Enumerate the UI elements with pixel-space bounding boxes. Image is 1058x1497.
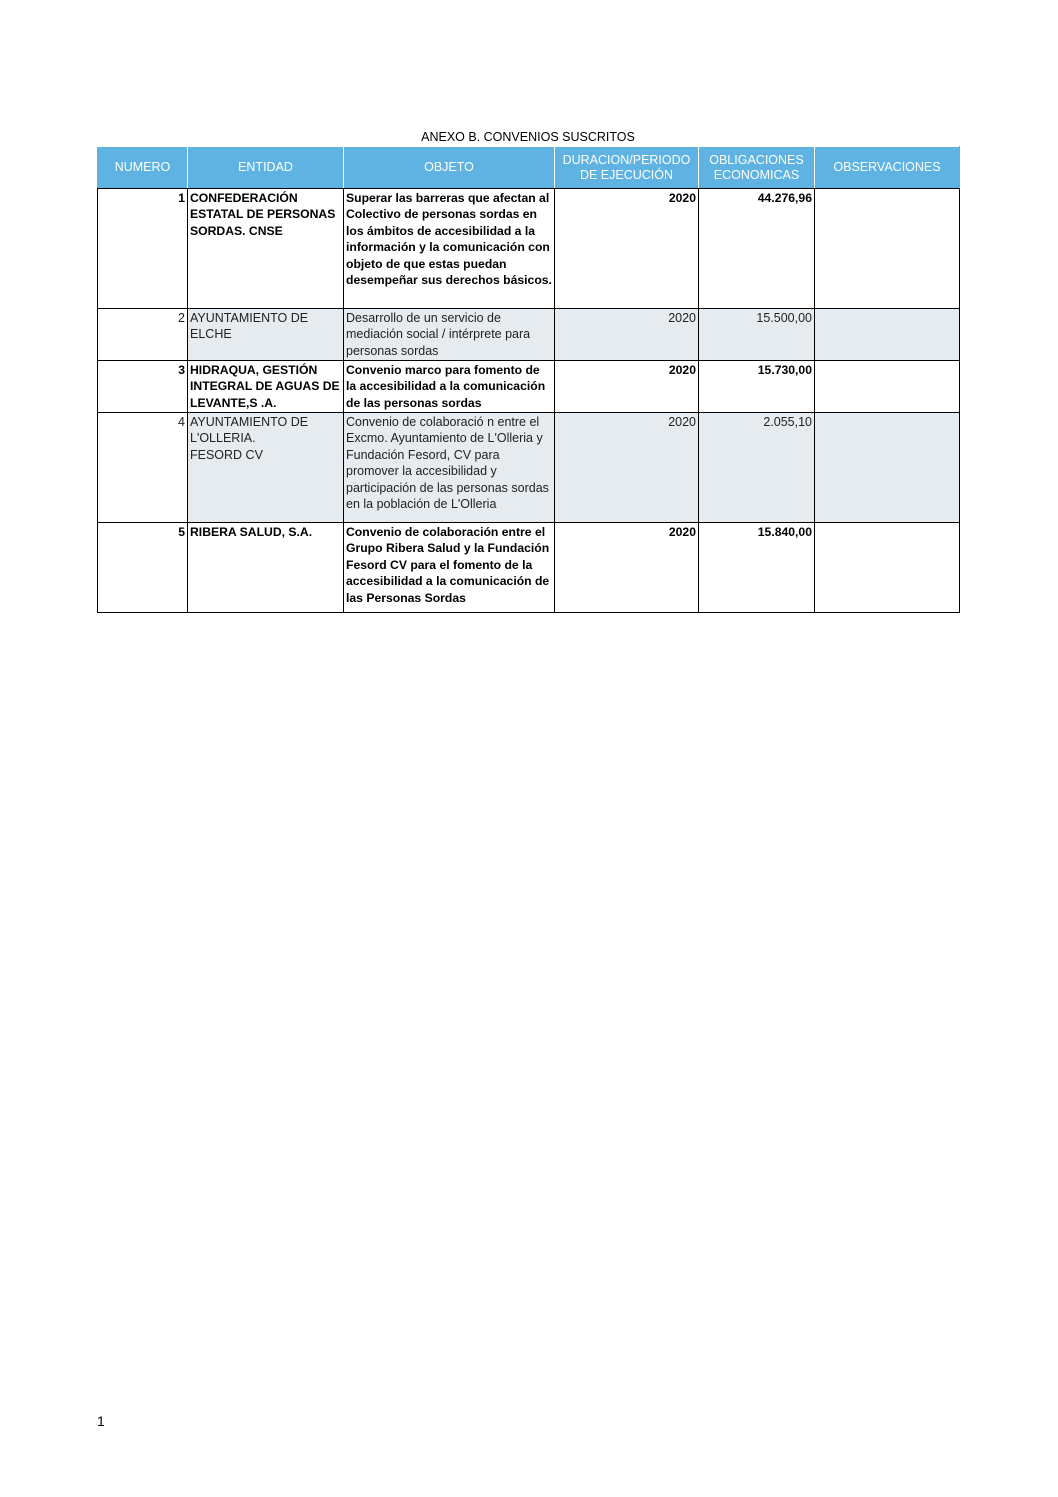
cell-entidad: [188, 413, 344, 523]
convenios-table: [97, 146, 960, 613]
cell-observaciones: [815, 361, 960, 413]
cell-entidad: CONFEDERACIÓN ESTATAL DE PERSONAS SORDAS. CNSE: [188, 189, 344, 309]
cell-numero: 4: [98, 413, 188, 523]
table-row: [98, 189, 960, 309]
cell-objeto: Superar las barreras que afectan al Colectivo de personas sordas en los ámbitos de accesibilidad a la información y la comunicación con objeto de que estas puedan desempeñar sus derechos básicos.: [344, 189, 555, 309]
cell-observaciones: [815, 413, 960, 523]
cell-obligaciones: 15.840,00: [699, 523, 815, 613]
cell-numero: 1: [98, 189, 188, 309]
table-row: [98, 361, 960, 413]
cell-obligaciones: 44.276,96: [699, 189, 815, 309]
cell-objeto: Convenio marco para fomento de la accesibilidad a la comunicación de las personas sordas: [344, 361, 555, 413]
cell-entidad: HIDRAQUA, GESTIÓN INTEGRAL DE AGUAS DE LEVANTE,S .A.: [188, 361, 344, 413]
cell-numero: 5: [98, 523, 188, 613]
cell-observaciones: [815, 523, 960, 613]
cell-observaciones: [815, 309, 960, 361]
header-numero: NUMERO: [98, 147, 188, 189]
table-row: [98, 413, 960, 523]
cell-objeto: Convenio de colaboració n entre el Excmo. Ayuntamiento de L'Olleria y Fundación Fesord, CV para promover la accesibilidad y participación de las personas sordas en la población de L'Olleria: [344, 413, 555, 523]
header-obligaciones: OBLIGACIONES ECONOMICAS: [699, 147, 815, 189]
table-header-row: [98, 147, 960, 189]
table-row: [98, 309, 960, 361]
cell-objeto: Convenio de colaboración entre el Grupo Ribera Salud y la Fundación Fesord CV para el fomento de la accesibilidad a la comunicación de las Personas Sordas: [344, 523, 555, 613]
header-observaciones: OBSERVACIONES: [815, 147, 960, 189]
cell-objeto: Desarrollo de un servicio de mediación social / intérprete para personas sordas: [344, 309, 555, 361]
cell-numero: 3: [98, 361, 188, 413]
cell-duracion: 2020: [555, 523, 699, 613]
cell-entidad: AYUNTAMIENTO DE ELCHE: [188, 309, 344, 361]
page-number: 1: [97, 1413, 105, 1429]
header-objeto: OBJETO: [344, 147, 555, 189]
cell-observaciones: [815, 189, 960, 309]
cell-duracion: 2020: [555, 361, 699, 413]
cell-obligaciones: 15.500,00: [699, 309, 815, 361]
cell-entidad: RIBERA SALUD, S.A.: [188, 523, 344, 613]
table-row: [98, 523, 960, 613]
cell-duracion: 2020: [555, 189, 699, 309]
entidad-line: FESORD CV: [190, 447, 263, 462]
cell-duracion: 2020: [555, 309, 699, 361]
header-entidad: ENTIDAD: [188, 147, 344, 189]
cell-duracion: 2020: [555, 413, 699, 523]
cell-obligaciones: 2.055,10: [699, 413, 815, 523]
entidad-line: AYUNTAMIENTO DE L'OLLERIA.: [190, 415, 309, 446]
cell-obligaciones: 15.730,00: [699, 361, 815, 413]
cell-numero: 2: [98, 309, 188, 361]
header-duracion: DURACION/PERIODO DE EJECUCIÓN: [555, 147, 699, 189]
page-title: ANEXO B. CONVENIOS SUSCRITOS: [421, 130, 635, 144]
